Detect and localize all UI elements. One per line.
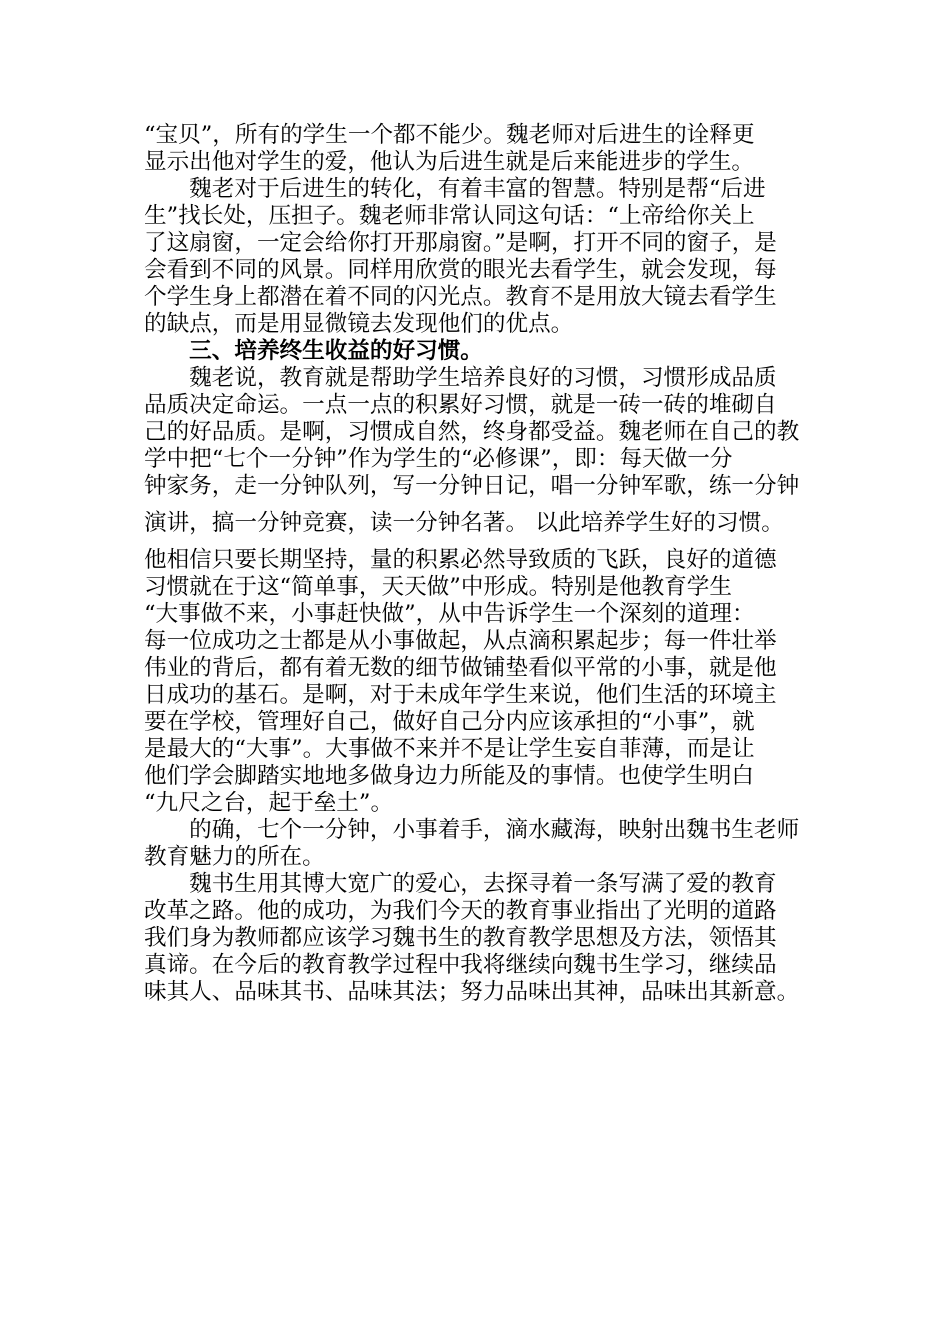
text-line: 己的好品质。是啊，习惯成自然，终身都受益。魏老师在自己的教: [144, 419, 800, 445]
text-line: 魏书生用其博大宽广的爱心，去探寻着一条写满了爱的教育: [144, 871, 777, 897]
text-line: 是最大的“大事”。大事做不来并不是让学生妄自菲薄，而是让: [144, 736, 755, 762]
text-line: 改革之路。他的成功，为我们今天的教育事业指出了光明的道路: [144, 898, 777, 924]
text-line: 的确，七个一分钟，小事着手，滴水藏海，映射出魏书生老师: [144, 817, 800, 843]
text-line: 真谛。在今后的教育教学过程中我将继续向魏书生学习，继续品: [144, 952, 777, 978]
text-line: 的缺点，而是用显微镜去发现他们的优点。: [144, 311, 574, 337]
text-line: “宝贝”，所有的学生一个都不能少。魏老师对后进生的诠释更: [144, 122, 755, 148]
text-line: 演讲，搞一分钟竞赛，读一分钟名著。 以此培养学生好的习惯。: [144, 510, 784, 536]
text-line: 会看到不同的风景。同样用欣赏的眼光去看学生，就会发现，每: [144, 257, 777, 283]
text-line: 品质决定命运。一点一点的积累好习惯，就是一砖一砖的堆砌自: [144, 392, 777, 418]
text-line: 每一位成功之士都是从小事做起，从点滴积累起步；每一件壮举: [144, 628, 777, 654]
text-line: 习惯就在于这“简单事，天天做”中形成。特别是他教育学生: [144, 574, 732, 600]
section-heading: 三、培养终生收益的好习惯。: [144, 338, 483, 364]
text-line: “九尺之台，起于垒土”。: [144, 790, 394, 816]
text-line: 我们身为教师都应该学习魏书生的教育教学思想及方法，领悟其: [144, 925, 777, 951]
text-line: 了这扇窗，一定会给你打开那扇窗。”是啊，打开不同的窗子，是: [144, 230, 777, 256]
text-line: 日成功的基石。是啊，对于未成年学生来说，他们生活的环境主: [144, 682, 777, 708]
text-line: 要在学校，管理好自己，做好自己分内应该承担的“小事”，就: [144, 709, 755, 735]
text-line: 教育魅力的所在。: [144, 844, 325, 870]
text-line: 个学生身上都潜在着不同的闪光点。教育不是用放大镜去看学生: [144, 284, 777, 310]
text-line: 伟业的背后，都有着无数的细节做铺垫看似平常的小事，就是他: [144, 655, 777, 681]
text-line: “大事做不来，小事赶快做”，从中告诉学生一个深刻的道理：: [144, 601, 755, 627]
text-line: 他相信只要长期坚持，量的积累必然导致质的飞跃，良好的道德: [144, 547, 777, 573]
text-line: 生”找长处，压担子。魏老师非常认同这句话：“上帝给你关上: [144, 203, 755, 229]
text-line: 魏老对于后进生的转化，有着丰富的智慧。特别是帮“后进: [144, 176, 766, 202]
text-line: 学中把“七个一分钟”作为学生的“必修课”，即：每天做一分: [144, 446, 733, 472]
text-line: 钟家务，走一分钟队列，写一分钟日记，唱一分钟军歌，练一分钟: [144, 473, 800, 499]
text-line: 魏老说，教育就是帮助学生培养良好的习惯，习惯形成品质: [144, 365, 777, 391]
text-line: 味其人、品味其书、品味其法；努力品味出其神，品味出其新意。: [144, 979, 800, 1005]
text-line: 他们学会脚踏实地地多做身边力所能及的事情。也使学生明白: [144, 763, 755, 789]
text-line: 显示出他对学生的爱，他认为后进生就是后来能进步的学生。: [144, 149, 755, 175]
